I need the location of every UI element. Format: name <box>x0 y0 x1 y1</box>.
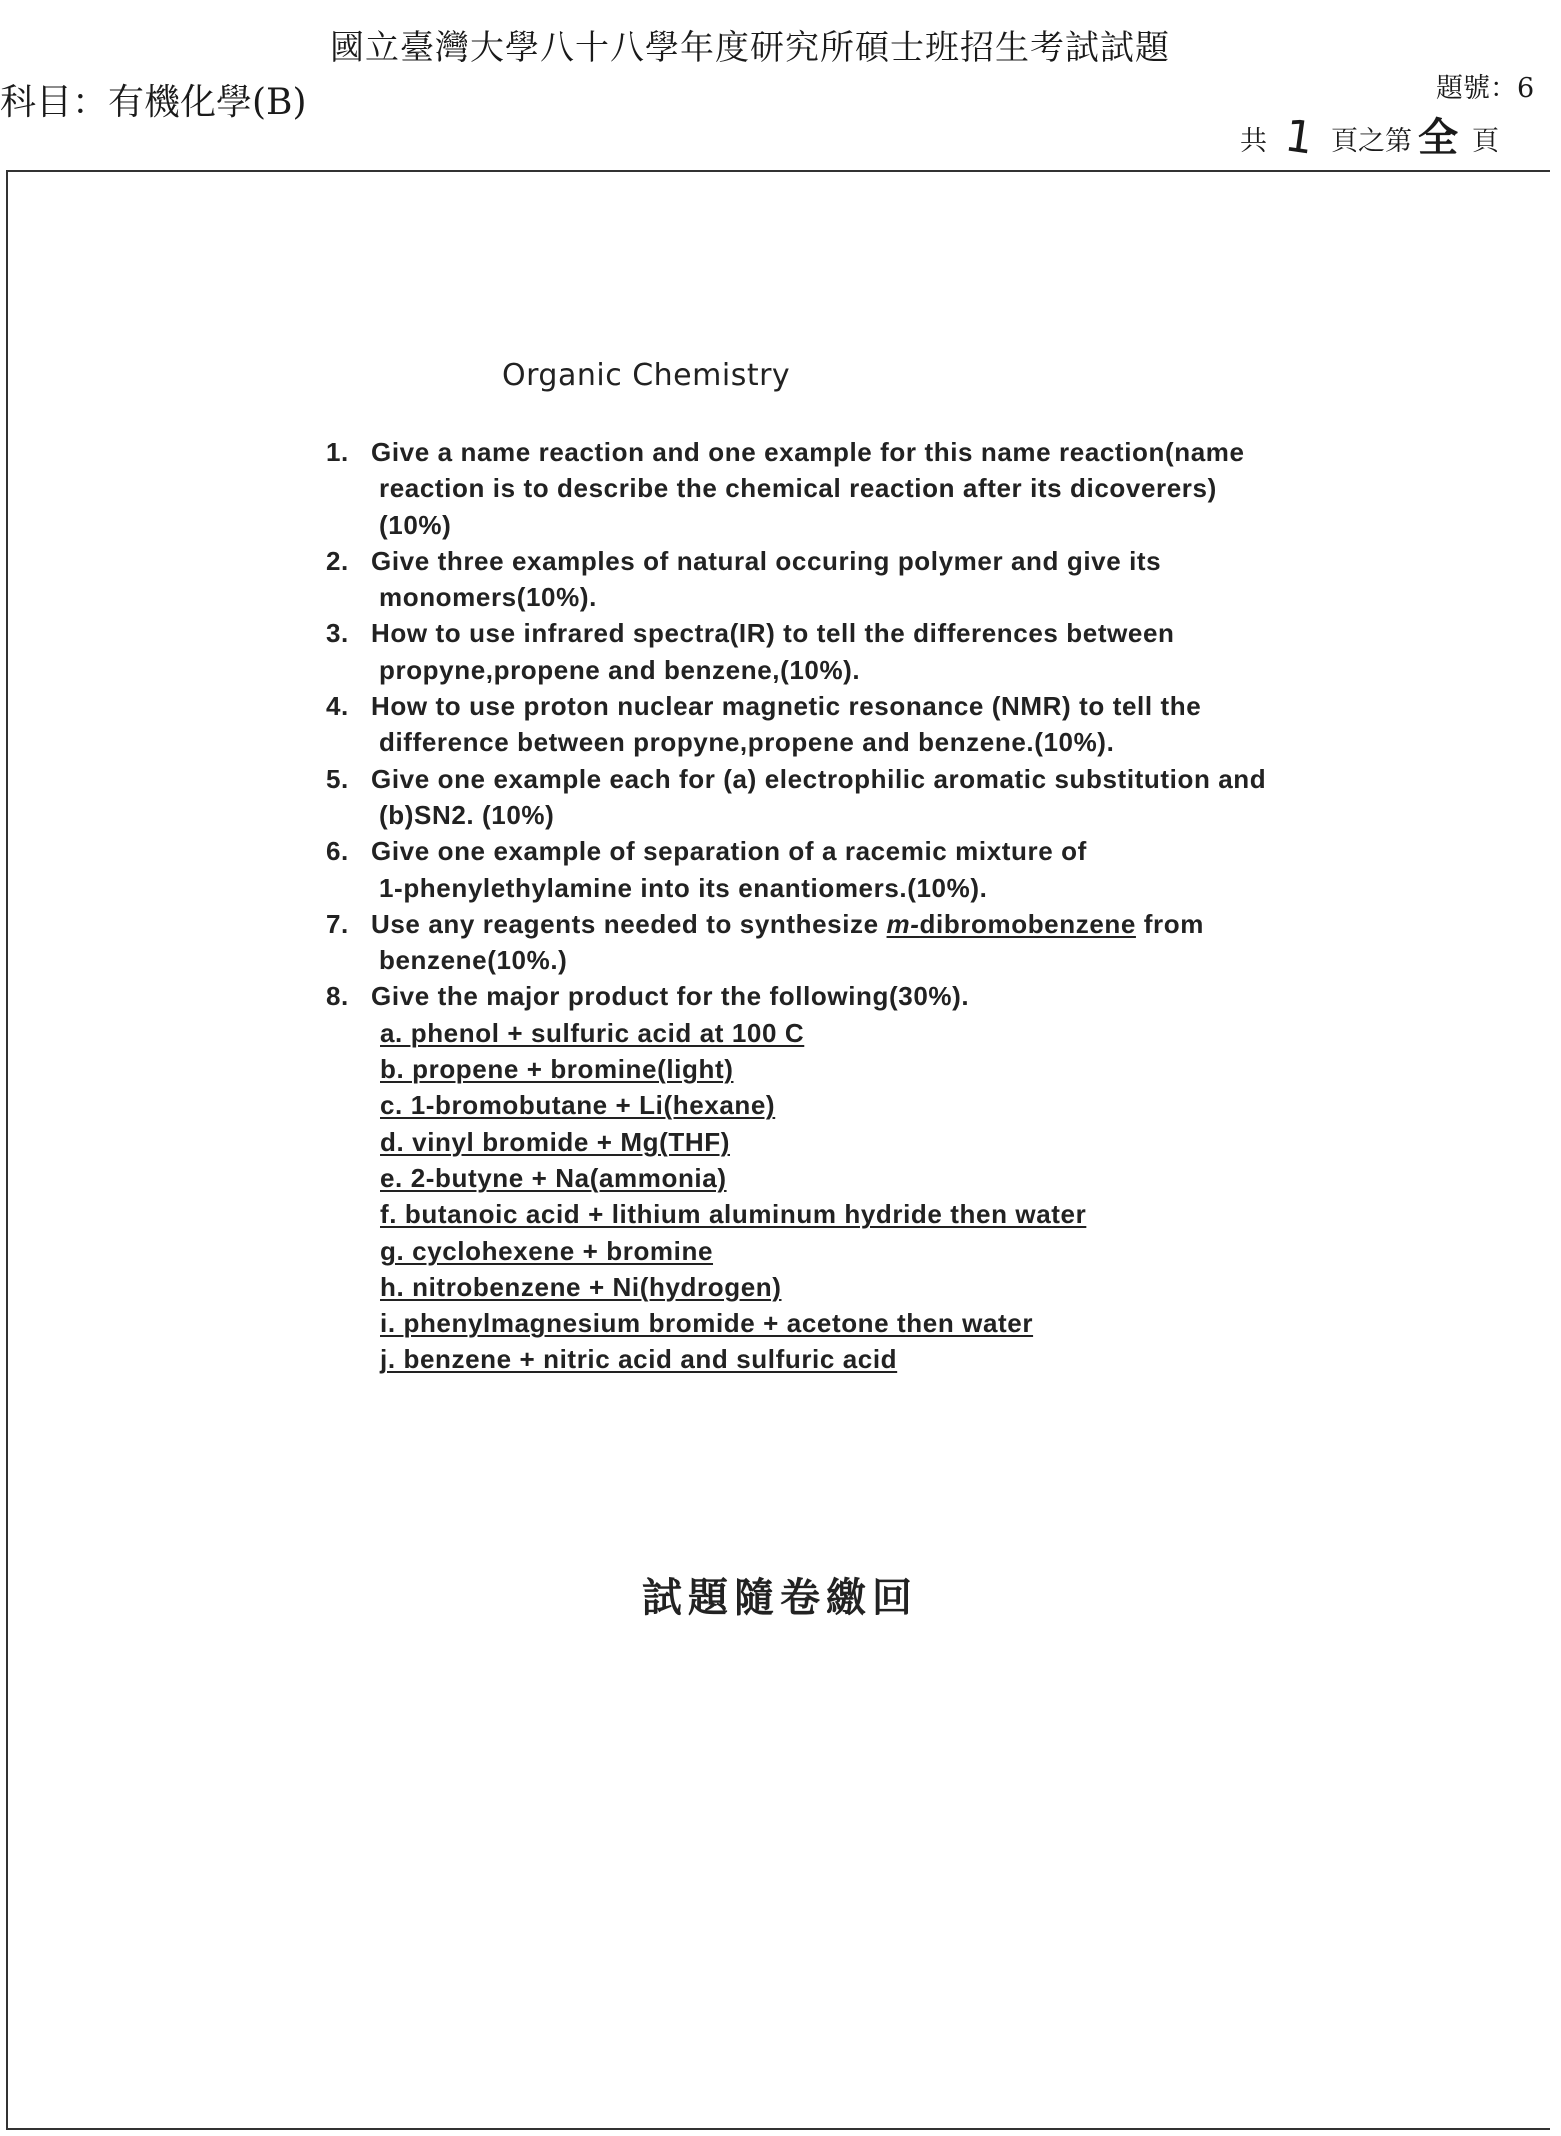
question-line: (10%) <box>379 509 452 540</box>
question-6 <box>326 833 1436 906</box>
page-of-label: 頁之第 <box>1331 126 1412 157</box>
page-total-value: 1 <box>1281 110 1317 165</box>
question-5 <box>326 761 1436 834</box>
exam-number: 題號：6 <box>1436 73 1535 104</box>
question-8 <box>326 978 1436 1014</box>
question-underlined-term: dibromobenzene <box>919 908 1136 939</box>
question-text: Use any reagents needed to synthesize <box>371 908 887 939</box>
sub-question-h: h. nitrobenzene + Ni(hydrogen) <box>380 1271 782 1302</box>
question-line <box>371 906 1436 942</box>
question-line: Give one example of separation of a racemic mixture of <box>371 836 1087 867</box>
question-7 <box>326 906 1436 979</box>
page-count <box>1240 110 1499 165</box>
question-italic-prefix: m- <box>886 908 920 939</box>
question-line: Give the major product for the following(30%). <box>371 981 970 1012</box>
question-line: difference between propyne,propene and benzene.(10%). <box>379 727 1115 758</box>
question-line: Give one example each for (a) electrophilic aromatic substitution and <box>371 763 1267 794</box>
page-current-value: 全 <box>1418 114 1458 161</box>
question-list <box>326 434 1436 1378</box>
question-line: Give a name reaction and one example for this name reaction(name <box>371 437 1245 467</box>
question-line: Give three examples of natural occuring polymer and give its <box>371 545 1162 576</box>
question-1 <box>326 434 1436 543</box>
question-number: 2. <box>326 545 349 576</box>
question-text: from <box>1135 908 1204 939</box>
sub-question-f: f. butanoic acid + lithium aluminum hydride then water <box>380 1199 1087 1230</box>
question-line: (b)SN2. (10%) <box>379 799 555 830</box>
question-number: 4. <box>326 691 349 722</box>
question-line: 1-phenylethylamine into its enantiomers.(10%). <box>379 872 988 903</box>
exam-title: 國立臺灣大學八十八學年度研究所碩士班招生考試試題 <box>330 28 1170 68</box>
sub-question-j: j. benzene + nitric acid and sulfuric acid <box>380 1344 898 1375</box>
page-total-label: 共 <box>1240 126 1267 157</box>
page-suffix: 頁 <box>1472 126 1499 157</box>
sub-question-e: e. 2-butyne + Na(ammonia) <box>380 1162 727 1193</box>
subject-label: 科目：有機化學(B) <box>0 82 307 123</box>
question-line: How to use proton nuclear magnetic resonance (NMR) to tell the <box>371 691 1202 722</box>
question-number: 3. <box>326 618 349 649</box>
sub-question-a: a. phenol + sulfuric acid at 100 C <box>380 1017 805 1048</box>
question-number: 6. <box>326 836 349 867</box>
sub-question-b: b. propene + bromine(light) <box>380 1054 734 1085</box>
question-line: monomers(10%). <box>379 582 597 613</box>
question-number: 5. <box>326 763 349 794</box>
question-line: propyne,propene and benzene,(10%). <box>379 654 861 685</box>
sub-question-d: d. vinyl bromide + Mg(THF) <box>380 1126 730 1157</box>
question-line: How to use infrared spectra(IR) to tell the differences between <box>371 618 1175 649</box>
question-number: 7. <box>326 908 349 939</box>
return-exam-note: 試題隨卷繳回 <box>642 1574 918 1621</box>
document-heading: Organic Chemistry <box>502 358 791 393</box>
question-4 <box>326 688 1436 761</box>
question-line: reaction is to describe the chemical reaction after its dicoverers) <box>379 473 1217 504</box>
sub-question-i: i. phenylmagnesium bromide + acetone then water <box>380 1308 1034 1339</box>
question-3 <box>326 615 1436 688</box>
sub-question-list <box>326 1015 1436 1378</box>
question-number: 1. <box>326 437 349 467</box>
question-number: 8. <box>326 981 349 1012</box>
sub-question-g: g. cyclohexene + bromine <box>380 1235 714 1266</box>
question-2 <box>326 543 1436 616</box>
sub-question-c: c. 1-bromobutane + Li(hexane) <box>380 1090 776 1121</box>
question-line: benzene(10%.) <box>379 945 568 976</box>
